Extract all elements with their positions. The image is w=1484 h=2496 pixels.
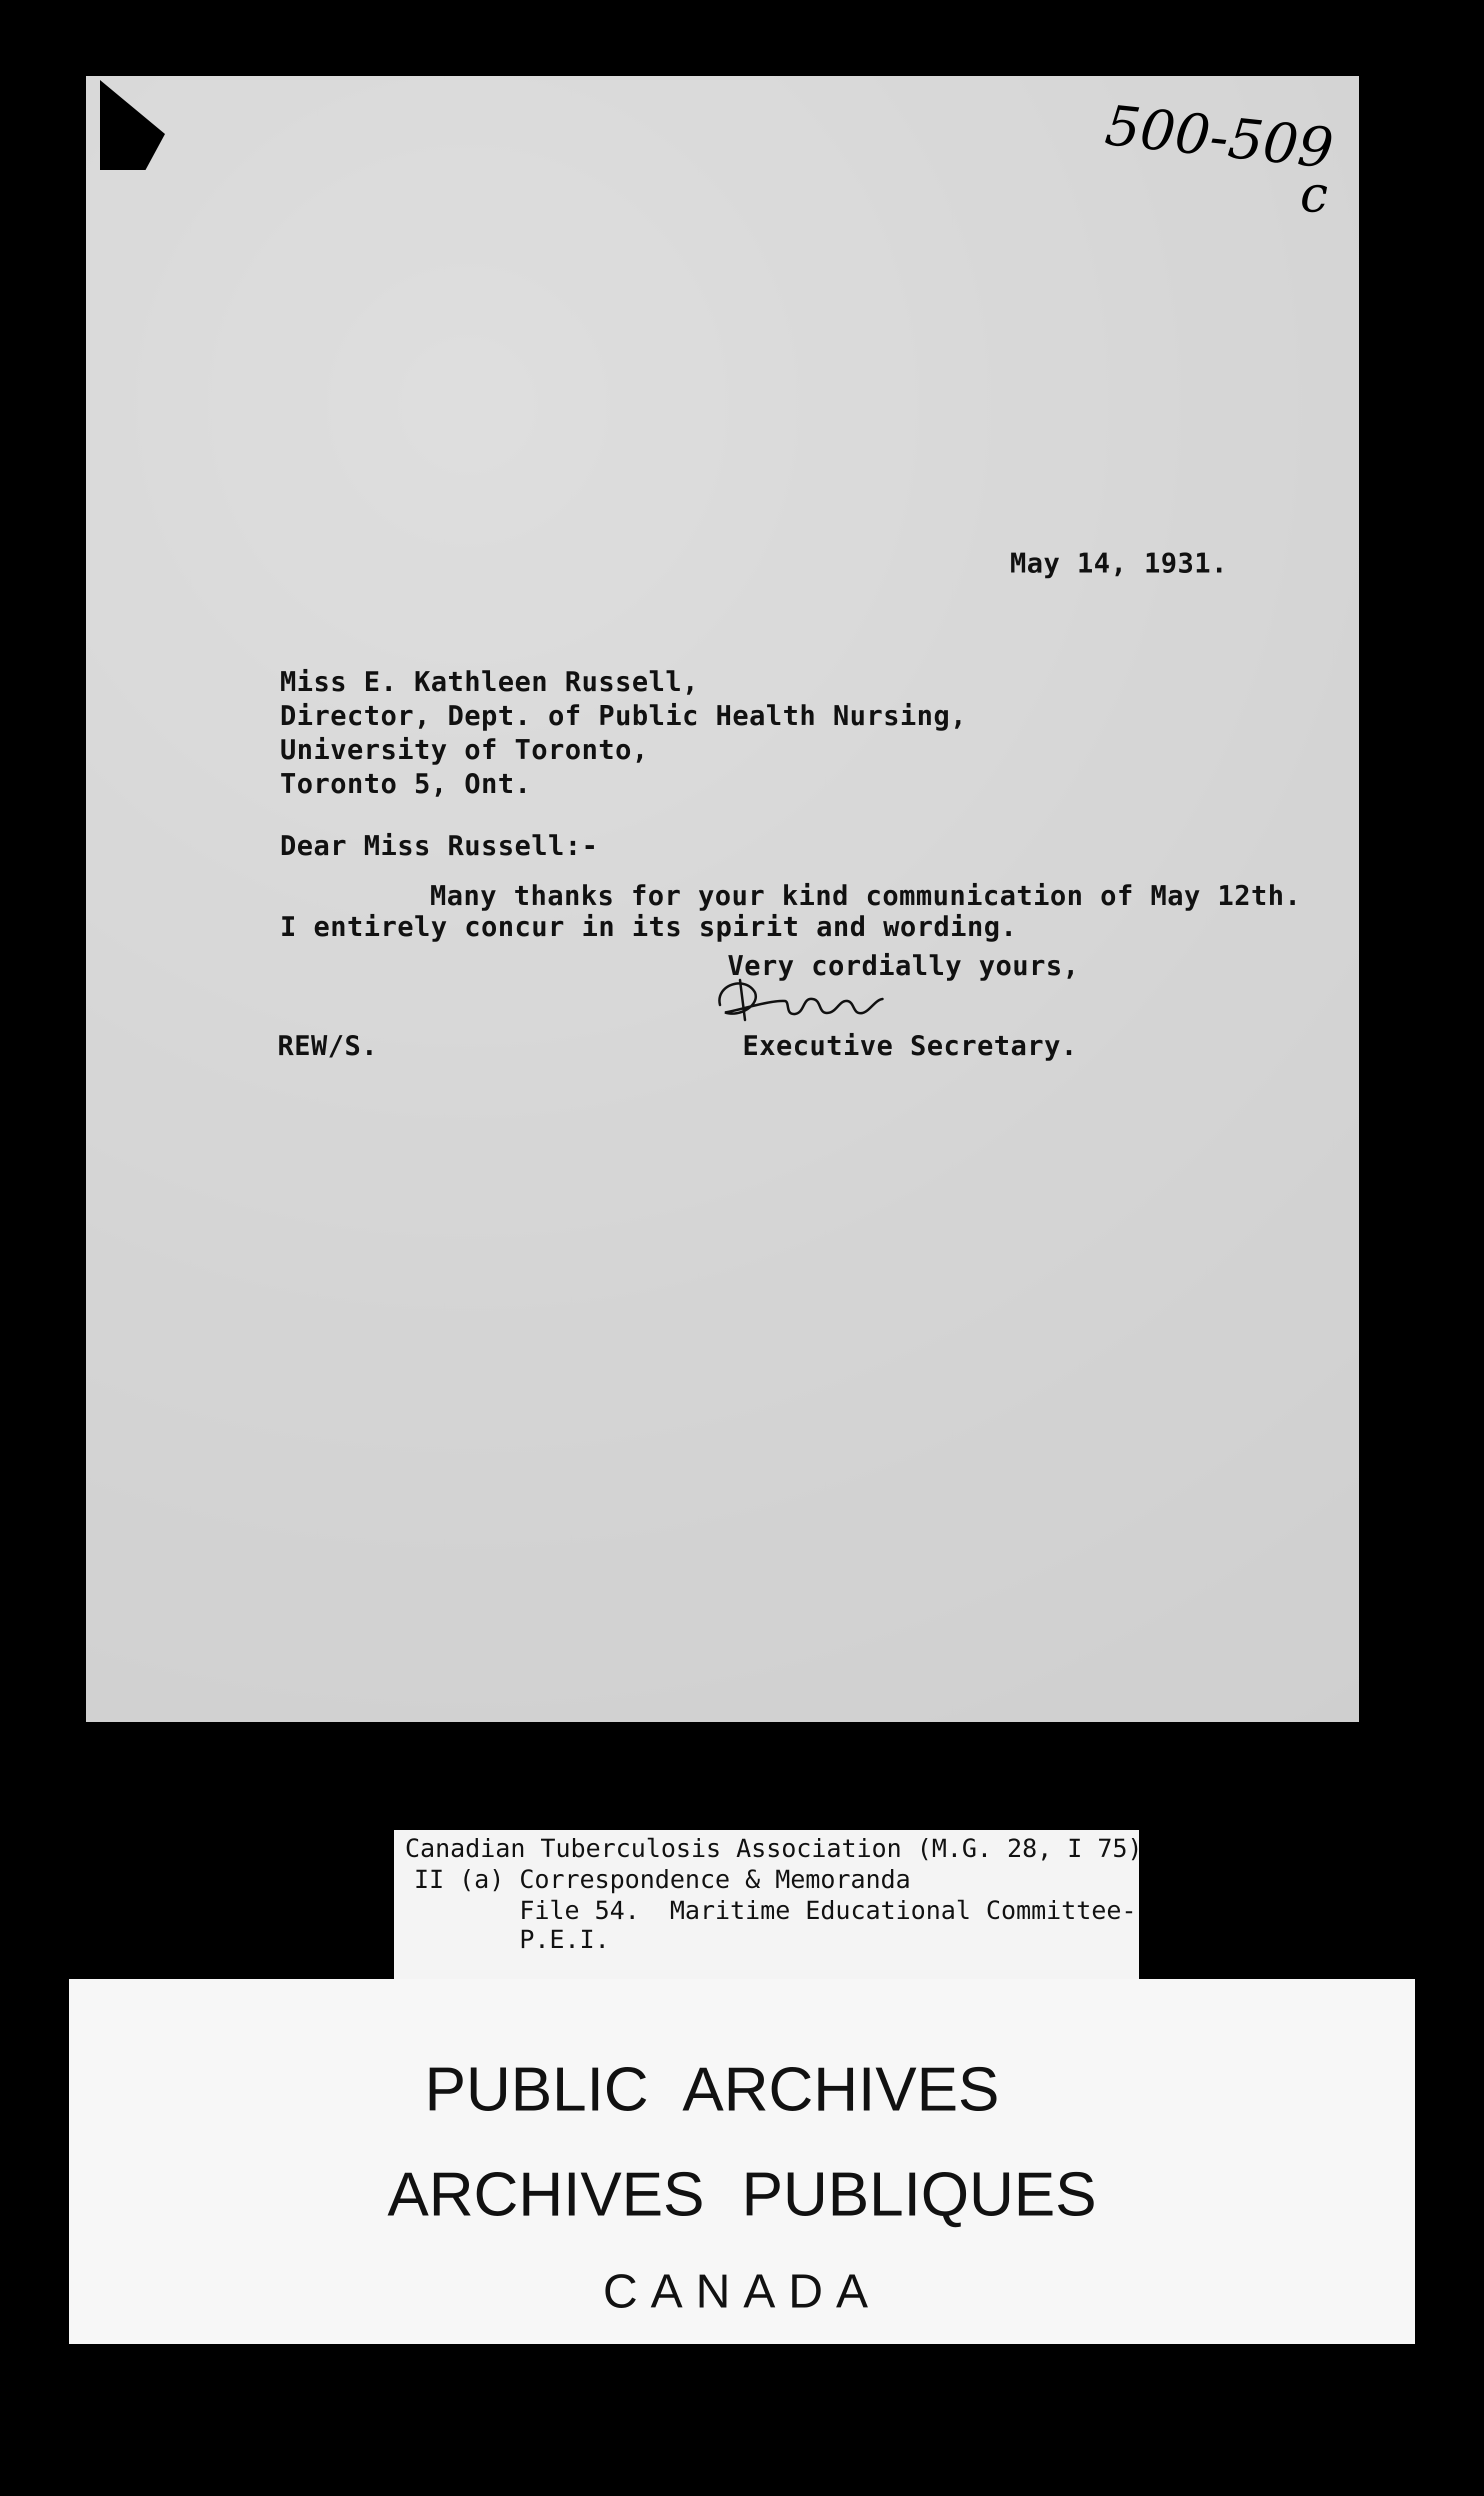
- card-title-french: ARCHIVES PUBLIQUES: [387, 2160, 1097, 2229]
- typist-initials: REW/S.: [278, 1030, 378, 1062]
- archive-tag-line: Canadian Tuberculosis Association (M.G. 28, I 75): [405, 1834, 1143, 1863]
- address-line: Toronto 5, Ont.: [280, 768, 532, 800]
- archive-tag-line: File 54. Maritime Educational Committee-: [414, 1896, 1136, 1925]
- card-country: CANADA: [602, 2264, 882, 2318]
- handwritten-file-range: 500-509: [1102, 93, 1336, 181]
- archive-reference-tag: [394, 1830, 1143, 1980]
- archive-tag-line: II (a) Correspondence & Memoranda: [414, 1865, 911, 1894]
- handwritten-mark: c: [1300, 165, 1328, 224]
- public-archives-card: [69, 1979, 1415, 2344]
- salutation: Dear Miss Russell:-: [280, 830, 598, 862]
- body-line: Many thanks for your kind communication of May 12th.: [430, 880, 1302, 912]
- signer-title: Executive Secretary.: [742, 1030, 1078, 1062]
- archive-tag-line: P.E.I.: [414, 1925, 610, 1954]
- handwritten-signature: [710, 970, 920, 1030]
- body-line: I entirely concur in its spirit and wording.: [280, 911, 1018, 942]
- address-line: Miss E. Kathleen Russell,: [280, 666, 699, 698]
- address-line: Director, Dept. of Public Health Nursing,: [280, 700, 967, 732]
- card-title-english: PUBLIC ARCHIVES: [424, 2055, 1000, 2124]
- address-line: University of Toronto,: [280, 734, 649, 766]
- closing: Very cordially yours,: [728, 950, 1080, 982]
- letter-date: May 14, 1931.: [1010, 548, 1228, 579]
